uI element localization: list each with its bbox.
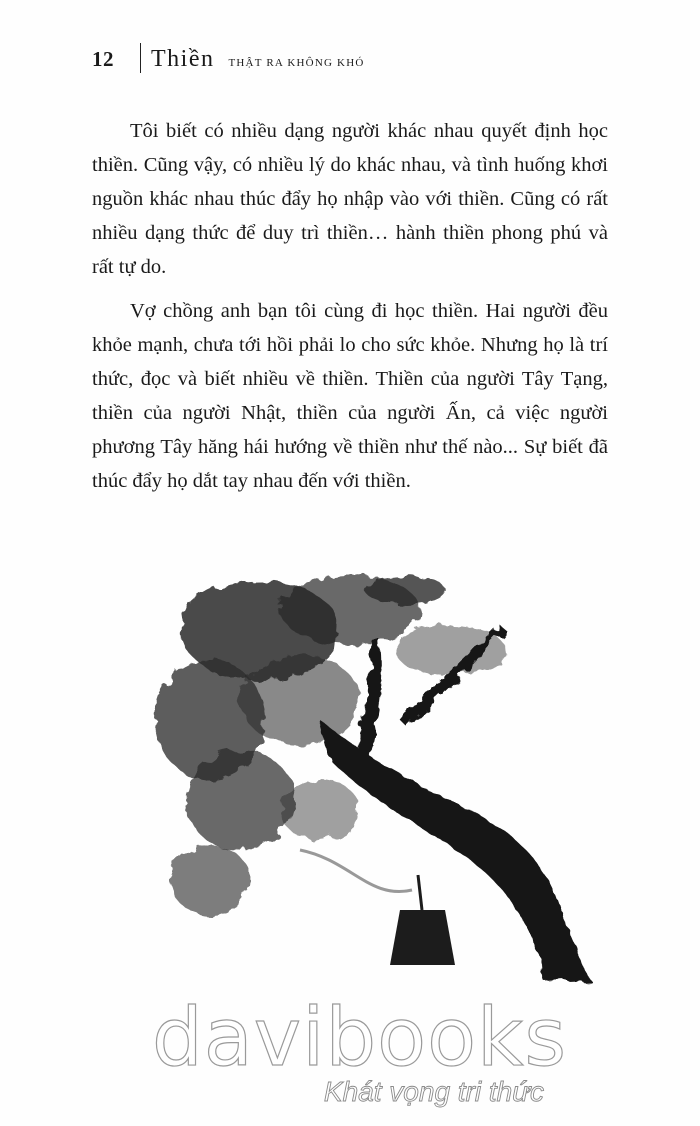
book-subtitle: THẬT RA KHÔNG KHÓ xyxy=(228,57,365,69)
ink-tree-illustration xyxy=(150,570,610,990)
paragraph: Vợ chồng anh bạn tôi cùng đi học thiền. Hai người đều khỏe mạnh, chưa tới hồi phải lo cho sức khỏe. Nhưng họ là trí thức, đọc và biết nhiều về thiền. Thiền của người Tây Tạng, thiền của người Nhật, thiền của người Ấn, cả việc người phương Tây hăng hái hướng về thiền như thế nào... Sự biết đã thúc đẩy họ dắt tay nhau đến với thiền. xyxy=(92,300,608,492)
running-header xyxy=(92,46,365,76)
watermark-tagline: Khát vọng tri thức xyxy=(323,1076,544,1107)
page-number: 12 xyxy=(92,47,114,71)
book-title: Thiền xyxy=(151,46,215,72)
watermark xyxy=(152,991,568,1108)
watermark-brand: davibooks xyxy=(152,991,568,1084)
paragraph: Tôi biết có nhiều dạng người khác nhau quyết định học thiền. Cũng vậy, có nhiều lý do khác nhau, và tình huống khơi nguồn khác nhau thúc đẩy họ nhập vào với thiền. Cũng có rất nhiều dạng thức để duy trì thiền… hành thiền phong phú và rất tự do. xyxy=(92,120,608,278)
header-divider xyxy=(140,43,141,73)
body-text xyxy=(92,114,608,508)
